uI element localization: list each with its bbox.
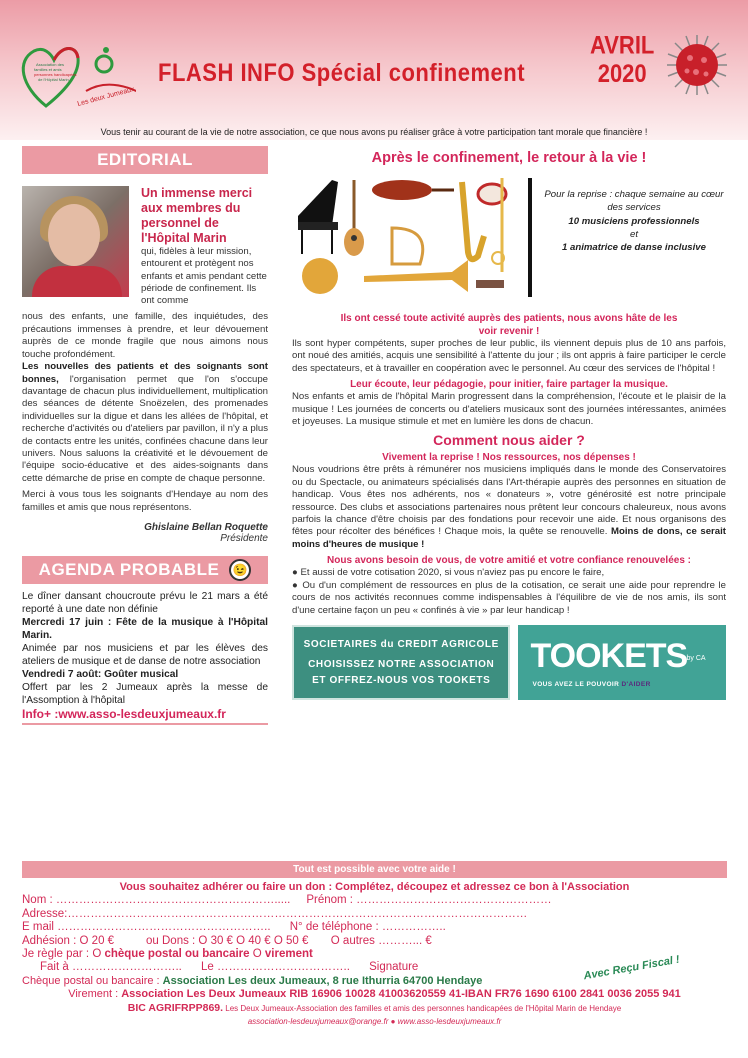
help-heading: Comment nous aider ? [433, 432, 585, 449]
tookets-banner [292, 625, 726, 700]
bic-code: BIC AGRIFRPP869. [127, 1001, 224, 1014]
svg-text:Association des: Association des [36, 62, 65, 67]
subheading-1: Ils ont cessé toute activité auprès des patients, nous avons hâte de les voir revenir ! [340, 313, 678, 337]
agenda-title: AGENDA PROBABLE [38, 559, 220, 579]
agenda-item-3-title: Vendredi 7 août: Goûter musical [22, 668, 179, 680]
dons-options[interactable]: ou Dons : O 30 € O 40 € O 50 € [146, 934, 309, 947]
bullet-2: ● Ou d'un complément de ressources en plus de la cotisation, ce serait une aide pour reprendre le cours de nos activités reconnues comme indispensables à l'équilibre de vie de nos amis, ils sont d'une certaine façon un peu « confinés à vie » par leur handicap ! [292, 579, 726, 616]
nom-field[interactable]: Nom : …………………………………………………..... [22, 894, 291, 907]
agenda-item-1: Le dîner dansant choucroute prévu le 21 mars a été reporté à une date non définie [22, 590, 268, 615]
agenda-item-3-text: Offert par les 2 Jumeaux après la messe de l'Assomption à l'hôpital [22, 681, 268, 706]
body-3-text: Nous voudrions être prêts à rémunérer nos musiciens impliqués dans le monde des Conservatoires ou du Spectacle, ou animateurs spécialisés dans l'Art-thérapie auprès des personnes en situation de handicap. Vous êtes nos adhérents, nos « donateurs », votre générosité est notre principale ressource. Des clubs et associations partenaires nous prêtent leur concours chaleureux, nous avons parfois la chance d'être choisis par des fondations pour recevoir une aide. Et nous organisons des fêtes pour récolter des bénéfices ! Chaque mois, la quête se renouvelle. [292, 464, 726, 538]
adresse-field[interactable]: Adresse:………………………………………………………………………………………………………… [22, 907, 528, 920]
subheading-4: Nous avons besoin de vous, de votre amitié et votre confiance renouvelées : [327, 555, 691, 567]
credit-agricole-mark: by CA [686, 654, 706, 662]
agenda-list [22, 590, 268, 725]
svg-text:personnes handicapées: personnes handicapées [34, 72, 77, 77]
tookets-tagline [532, 681, 650, 688]
signature [22, 522, 268, 544]
virement-option[interactable]: virement [264, 948, 313, 961]
svg-text:familles et amis: familles et amis [34, 67, 62, 72]
tax-receipt-note: Avec Reçu Fiscal ! [582, 953, 681, 983]
editorial-heading: EDITORIAL [22, 146, 268, 174]
wink-smiley-icon: 😉 [229, 559, 251, 581]
issue-month: AVRIL [590, 30, 655, 59]
date-field[interactable]: Le …………………………….. [201, 961, 350, 974]
name-row [22, 894, 727, 907]
cheque-option[interactable]: chèque postal ou bancaire [104, 948, 250, 961]
left-column [22, 146, 268, 725]
prenom-field[interactable]: Prénom : …………………………………………… [306, 894, 552, 907]
tookets-logo-panel[interactable] [518, 625, 726, 700]
divider [22, 723, 268, 725]
editorial-para-3: Merci à vous tous les soignants d'Hendaye au nom des familles et amis que nous représentons. [22, 489, 268, 513]
tookets-line-3: ET OFFREZ-NOUS VOS TOOKETS [312, 674, 491, 686]
autres-option[interactable]: O autres ………... € [330, 934, 432, 947]
tookets-logo: TOOKETS [530, 636, 688, 675]
pitch-musicians: 10 musiciens professionnels [568, 215, 700, 227]
form-title: Vous souhaitez adhérer ou faire un don : Complétez, découpez et adressez ce bon à l'Association [119, 881, 630, 893]
association-logo-icon [16, 36, 136, 116]
signature-name: Ghislaine Bellan Roquette [144, 521, 268, 533]
editorial-para-2-text: l'organisation permet que l'on s'occupe davantage de chacun plus individuellement, multiplication des séances de détente Snoëzelen, des promenades individuelles sur la digue et dans les allées de l'hôpital, et recherche d'activités ou d'ateliers par pavillon, il n'y a plus de contacts entre les unités, confinées chacune dans leur univers. Nous saluons la créativité et le dévouement de l'équipe socio-éducative et des aides-soignants dans cette démarche de prise en compte de chaque personne. [22, 373, 268, 484]
pitch-intro: Pour la reprise : chaque semaine au cœur des services [544, 189, 724, 214]
editorial-para-2 [22, 361, 268, 485]
signature-role: Présidente [220, 532, 268, 544]
signature-field[interactable]: Signature [369, 961, 419, 974]
editorial-headline: Un immense merci aux membres du personnel de l'Hôpital Marin [141, 186, 253, 245]
subheading-3: Vivement la reprise ! Nos ressources, nos dépenses ! [382, 452, 636, 464]
membership-form [22, 881, 727, 1028]
tookets-line-1: SOCIETAIRES du CREDIT AGRICOLE [303, 638, 499, 650]
svg-text:de l'Hôpital Marin: de l'Hôpital Marin [38, 77, 69, 82]
editorial-para-1: nous des enfants, une famille, des inquiétudes, des précautions immenses à prendre, et leur dévouement auprès de ce monde fragile que nous aimons nous touche profondément. [22, 311, 268, 360]
svg-text:Les deux Jumeaux: Les deux Jumeaux [76, 85, 136, 108]
music-section [292, 172, 726, 302]
editorial-intro-text: qui, fidèles à leur mission, entourent et protègent nos enfants et amis pendant cette période de confinement. Ils ont comme [141, 246, 267, 307]
editorial-para-2-lead: Les nouvelles des patients et des soignants sont bonnes, [22, 361, 268, 385]
fait-a-field[interactable]: Fait à ……………………….. [40, 961, 182, 974]
tookets-callout[interactable] [292, 625, 510, 700]
right-column [292, 146, 726, 700]
pitch-dance: 1 animatrice de danse inclusive [562, 242, 706, 254]
radio-o: O [249, 948, 265, 961]
body-3 [292, 464, 726, 551]
issue-year: 2020 [597, 59, 647, 88]
agenda-item-2-text: Animée par nos musiciens et par les élèves des ateliers de musique et de danse de notre association [22, 642, 268, 667]
header-banner [0, 0, 748, 140]
tagline-text: VOUS AVEZ LE POUVOIR [532, 680, 622, 688]
main-title: Après le confinement, le retour à la vie ! [371, 150, 647, 166]
email-field[interactable]: E mail ……………………………………………….. [22, 921, 271, 934]
website-link[interactable]: Info+ :www.asso-lesdeuxjumeaux.fr [22, 706, 226, 721]
agenda-heading [22, 556, 268, 584]
agenda-item-2-title: Mercredi 17 juin : Fête de la musique à l'Hôpital Marin. [22, 616, 268, 641]
president-photo [22, 186, 129, 297]
bank-details: Association Les Deux Jumeaux RIB 16906 10028 41003620559 41-IBAN FR76 1690 6100 2841 0036 2055 941 [121, 988, 681, 1001]
virement-label: Virement : [68, 988, 122, 1001]
coronavirus-icon [662, 30, 732, 100]
bullet-1: ● Et aussi de votre cotisation 2020, si vous n'aviez pas pu encore le faire, [292, 567, 605, 579]
body-2: Nos enfants et amis de l'hôpital Marin progressent dans la compréhension, l'écoute et le plaisir de la musique ! Les journées de concerts ou d'ateliers musicaux sont des journées intéressantes, animées et joyeuses. La musique stimule et met en lumière les dons de chacun. [292, 391, 726, 428]
body-1: Ils sont hyper compétents, super proches de leur public, ils viennent depuis plus de 10 ans parfois, ont noué des amitiés, acquis une sensibilité à l'attente du jour ; ils ont appris à faire participer le cercle des spectateurs, et à travailler en coopération avec le personnel. Au cœur des services de l'hôpital ! [292, 338, 726, 374]
tagline-accent: D'AIDER [621, 680, 651, 688]
cheque-address: Association Les deux Jumeaux, 8 rue Ithurria 64700 Hendaye [162, 974, 483, 987]
musical-instruments-icon [292, 172, 542, 302]
payment-label: Je règle par : O [22, 948, 105, 961]
newsletter-title: FLASH INFO Spécial confinement [158, 58, 526, 87]
editorial-intro [22, 186, 268, 307]
adhesion-option[interactable]: Adhésion : O 20 € [22, 934, 115, 947]
music-pitch [542, 172, 726, 302]
issue-date [590, 30, 654, 88]
form-banner: Tout est possible avec votre aide ! [22, 861, 727, 878]
contact-line[interactable]: association-lesdeuxjumeaux@orange.fr ● www.asso-lesdeuxjumeaux.fr [247, 1017, 502, 1027]
association-footer: Les Deux Jumeaux-Association des familles et amis des personnes handicapées de l'Hôpital Marin de Hendaye [223, 1003, 622, 1013]
phone-field[interactable]: N° de téléphone : …………….. [289, 921, 446, 934]
cheque-label: Chèque postal ou bancaire : [22, 974, 163, 987]
pitch-and: et [629, 228, 638, 240]
subtitle: Vous tenir au courant de la vie de notre association, ce que nous avons pu réaliser grâce à votre participation tant morale que financière ! [100, 127, 648, 137]
subheading-2: Leur écoute, leur pédagogie, pour initier, faire partager la musique. [350, 379, 668, 391]
body-3-emphasis: Moins de dons, ce serait moins d'heures de musique ! [292, 526, 726, 550]
tookets-line-2: CHOISISSEZ NOTRE ASSOCIATION [308, 658, 495, 670]
